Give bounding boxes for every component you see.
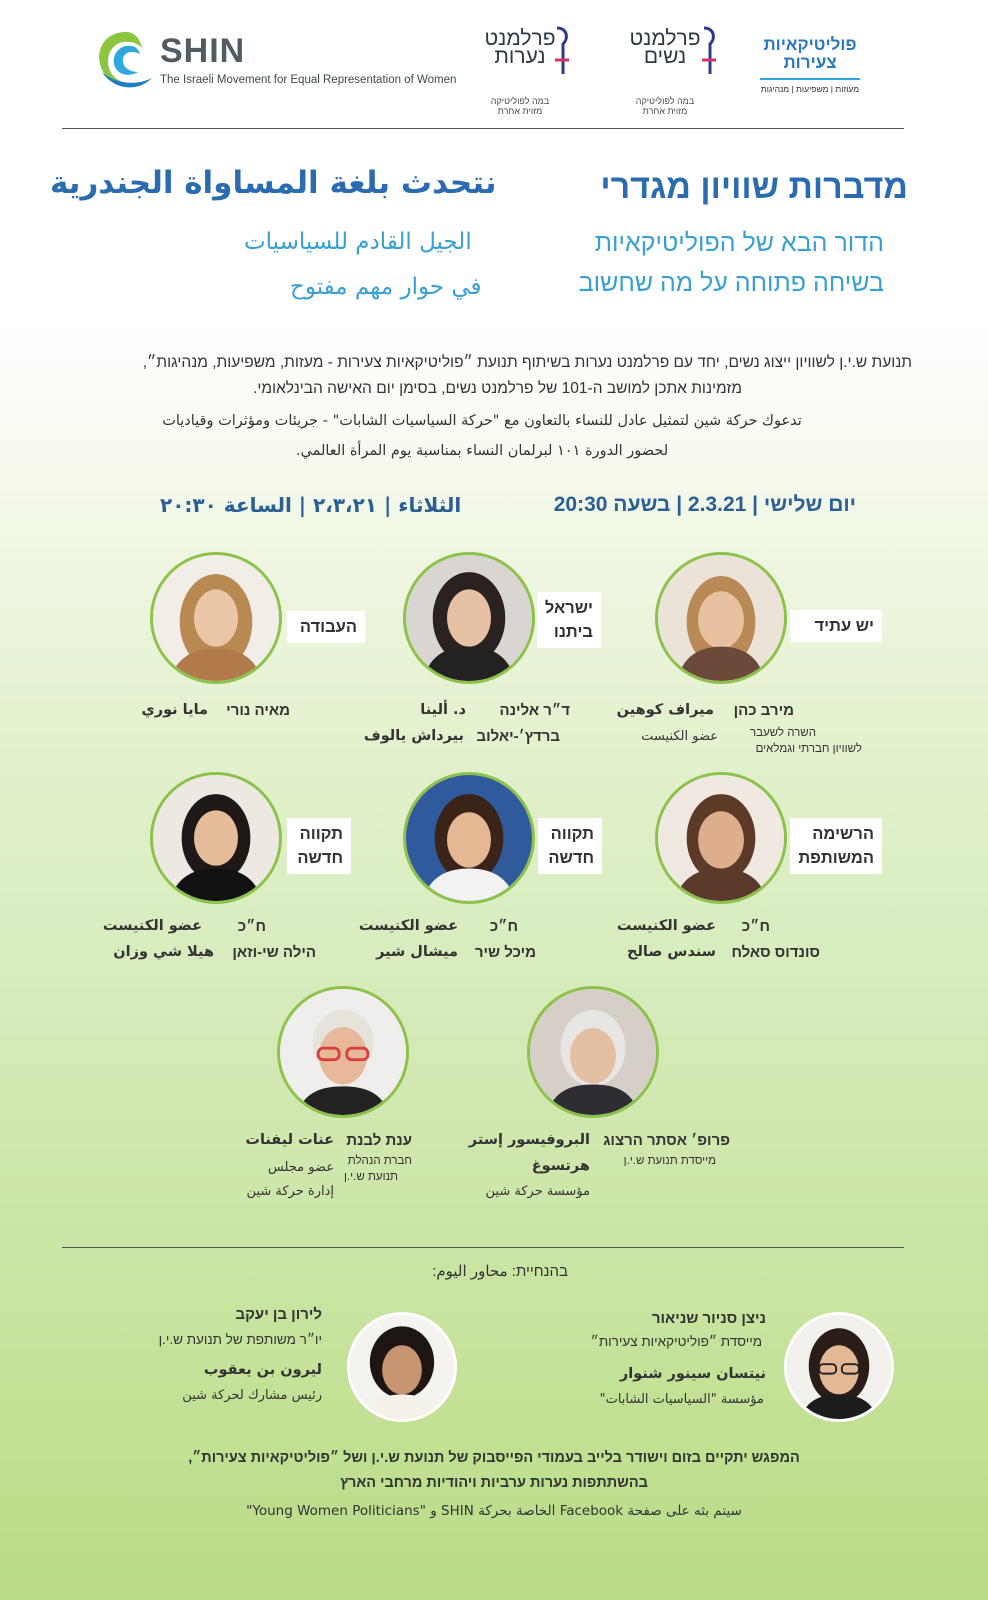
party-label-new-hope bbox=[538, 818, 602, 874]
young-politicians-title1: פוליטיקאיות bbox=[763, 35, 857, 54]
girls-parliament-logo bbox=[465, 27, 575, 116]
party-label-yisrael-beytenu bbox=[537, 592, 601, 648]
intro-hebrew bbox=[62, 350, 912, 402]
speaker-name-ar-2: هرتسوغ bbox=[531, 1158, 590, 1174]
speaker-role-ar: مؤسسة حركة شين bbox=[485, 1184, 590, 1199]
host2-name-he: לירון בן יעקב bbox=[235, 1306, 322, 1323]
speaker-role-ar: عضو الكنيست bbox=[641, 729, 718, 744]
shin-wordmark: SHIN bbox=[160, 32, 246, 70]
speaker-title-he: ח״כ bbox=[489, 918, 518, 935]
shin-swirl-icon bbox=[92, 28, 156, 94]
speaker-name-he-2: ברדץ׳-יאלוב bbox=[476, 728, 560, 745]
young-politicians-logo bbox=[755, 36, 865, 94]
intro-hebrew-line1: תנועת ש.י.ן לשוויון ייצוג נשים, יחד עם פרלמנט נערות בשיתוף תנועת ״פוליטיקאיות צעירות - מעזות, משפיעות, מנהיגות״, bbox=[142, 354, 912, 371]
host-photo-liron-ben-yaakov bbox=[347, 1312, 457, 1422]
girls-parliament-sub1: במה לפוליטיקה bbox=[490, 96, 550, 106]
header-divider bbox=[62, 128, 904, 129]
host1-name-ar: نيتسان سينور شنوار bbox=[619, 1366, 766, 1382]
speaker-name-he: מירב כהן bbox=[733, 702, 794, 719]
speaker-photo-merav-cohen bbox=[655, 552, 787, 684]
host2-role-he: יו״ר משותפת של תנועת ש.י.ן bbox=[158, 1332, 322, 1347]
speaker-role-he-1: חברת הנהלת bbox=[347, 1155, 412, 1167]
speaker-name-ar: هيلا شي وزان bbox=[113, 944, 214, 960]
speaker-name-he-1: ד״ר אלינה bbox=[499, 702, 570, 719]
party-line2: המשותפת bbox=[798, 849, 874, 867]
women-parliament-sub2: מזוית אחרת bbox=[642, 106, 688, 116]
speaker-name-ar: عنات ليفنات bbox=[245, 1132, 334, 1148]
party-line2: ביתנו bbox=[553, 623, 593, 641]
headline-arabic: نتحدث بلغة المساواة الجندرية bbox=[50, 165, 497, 201]
speaker-photo-michal-shir bbox=[403, 772, 535, 904]
cross-mark-icon bbox=[700, 24, 718, 78]
logo-underline bbox=[760, 78, 860, 80]
party-line1: תקווה bbox=[299, 825, 343, 843]
host2-role-ar: رئيس مشارك لحركة شين bbox=[182, 1388, 322, 1403]
party-line1: תקווה bbox=[550, 825, 594, 843]
footer-line2: בהשתתפות נערות ערביות ויהודיות מרחבי הארץ bbox=[340, 1475, 648, 1491]
girls-parliament-sub2: מזוית אחרת bbox=[497, 106, 543, 116]
speaker-title-he: ח״כ bbox=[741, 918, 770, 935]
party-line2: חדשה bbox=[297, 849, 343, 867]
speaker-role-he-2: תנועת ש.י.ן bbox=[343, 1171, 398, 1183]
speaker-photo-alina-bardach bbox=[403, 552, 535, 684]
speaker-name-ar-1: البروفيسور إستر bbox=[468, 1132, 590, 1148]
subheadline-arabic-1: الجيل القادم للسياسيات bbox=[244, 229, 472, 255]
speaker-name-he: מיכל שיר bbox=[474, 944, 536, 961]
speaker-name-ar-1: د. ألينا bbox=[420, 702, 466, 718]
speaker-name-ar: مايا نوري bbox=[141, 702, 208, 718]
cross-mark-icon bbox=[553, 24, 571, 78]
speaker-name-he: הילה שי-וזאן bbox=[232, 944, 316, 961]
host1-role-ar: مؤسسة "السياسيات الشابات" bbox=[599, 1392, 764, 1407]
event-date-arabic: الثلاثاء | ٢،٣،٢١ | الساعة ٢٠:٣٠ bbox=[160, 493, 462, 517]
speaker-photo-hila-shay-vazan bbox=[150, 772, 282, 904]
speaker-name-he: פרופ׳ אסתר הרצוג bbox=[603, 1132, 730, 1149]
party-line1: הרשימה bbox=[812, 825, 874, 843]
host1-role-he: מייסדת ״פוליטיקאיות צעירות״ bbox=[590, 1334, 762, 1349]
hosts-label: בהנחיית: محاور اليوم: bbox=[432, 1263, 568, 1280]
speaker-name-he: סונדוס סאלח bbox=[731, 944, 820, 961]
speaker-title-ar: عضو الكنيست bbox=[358, 918, 458, 934]
young-politicians-tagline: מעוזות | משפיעות | מנהיגות bbox=[760, 84, 860, 94]
women-parliament-logo bbox=[610, 27, 720, 116]
speaker-title-he: ח״כ bbox=[237, 918, 266, 935]
speaker-photo-sondos-saleh bbox=[655, 772, 787, 904]
speaker-title-ar: عضو الكنيست bbox=[102, 918, 202, 934]
party-label-joint-list bbox=[790, 818, 882, 874]
speaker-name-ar: ميشال شير bbox=[376, 944, 458, 960]
speaker-name-he: מאיה נורי bbox=[226, 702, 290, 719]
speaker-name-ar-2: بيرداش يالوف bbox=[363, 728, 464, 744]
subheadline-hebrew-1: הדור הבא של הפוליטיקאיות bbox=[594, 229, 884, 257]
headline-hebrew: מדברות שוויון מגדרי bbox=[600, 168, 908, 206]
speaker-photo-maya-nouri bbox=[150, 552, 282, 684]
party-line1: ישראל bbox=[544, 599, 593, 617]
host2-name-ar: ليرون بن يعقوب bbox=[203, 1362, 322, 1378]
shin-logo bbox=[92, 28, 457, 98]
intro-arabic-line1: تدعوك حركة شين لتمثيل عادل للنساء بالتعاون مع "حركة السياسيات الشابات" - جريئات ومؤثرات وقياديات bbox=[162, 413, 802, 429]
footer-line3: سيتم بثه على صفحة Facebook الخاصة بحركة SHIN و "Young Women Politicians" bbox=[246, 1503, 742, 1519]
girls-parliament-title: פרלמנט נערות bbox=[484, 27, 556, 68]
speaker-role-ar-2: إدارة حركة شين bbox=[246, 1184, 334, 1199]
intro-arabic-line2: لحضور الدورة ١٠١ لبرلمان النساء بمناسبة يوم المرأة العالمي. bbox=[295, 443, 669, 459]
party-label-labor: העבודה bbox=[287, 611, 365, 643]
subheadline-hebrew-2: בשיחה פתוחה על מה שחשוב bbox=[578, 269, 884, 297]
speaker-name-he: ענת לבנת bbox=[346, 1132, 412, 1149]
speaker-photo-esther-herzog bbox=[527, 986, 659, 1118]
party-label-yesh-atid: יש עתיד bbox=[790, 610, 882, 642]
footer-line1: המפגש יתקיים בזום וישודר בלייב בעמודי הפייסבוק של תנועת ש.י.ן ושל ״פוליטיקאיות צעירות״, bbox=[188, 1450, 800, 1466]
women-parliament-sub1: במה לפוליטיקה bbox=[635, 96, 695, 106]
hosts-divider bbox=[62, 1247, 904, 1248]
intro-hebrew-line2: מזמינות אתכן למושב ה-101 של פרלמנט נשים, בסימן יום האישה הבינלאומי. bbox=[253, 380, 742, 397]
speaker-photo-anat-livnat bbox=[277, 986, 409, 1118]
host1-name-he: ניצן סניור שניאור bbox=[651, 1310, 766, 1327]
speaker-role-ar-1: عضو مجلس bbox=[267, 1160, 334, 1175]
speaker-name-ar: ميراف كوهين bbox=[616, 702, 714, 718]
party-label-new-hope bbox=[287, 818, 351, 874]
shin-tagline: The Israeli Movement for Equal Representation of Women bbox=[160, 74, 457, 86]
women-parliament-title: פרלמנט נשים bbox=[629, 27, 701, 68]
speaker-title-ar: عضو الكنيست bbox=[616, 918, 716, 934]
event-date-hebrew: יום שלישי | 2.3.21 | בשעה 20:30 bbox=[553, 493, 856, 516]
intro-arabic bbox=[122, 406, 842, 466]
young-politicians-title2: צעירות bbox=[783, 53, 837, 72]
speaker-role-he-1: השרה לשעבר bbox=[749, 727, 816, 739]
speaker-role-he-2: לשוויון חברתי וגמלאים bbox=[755, 743, 862, 755]
host-photo-nitzan-snior bbox=[784, 1312, 894, 1422]
speaker-role-he: מייסדת תנועת ש.י.ן bbox=[623, 1155, 716, 1167]
party-line2: חדשה bbox=[548, 849, 594, 867]
speaker-name-ar: سندس صالح bbox=[627, 944, 716, 960]
subheadline-arabic-2: في حوار مهم مفتوح bbox=[290, 274, 482, 300]
